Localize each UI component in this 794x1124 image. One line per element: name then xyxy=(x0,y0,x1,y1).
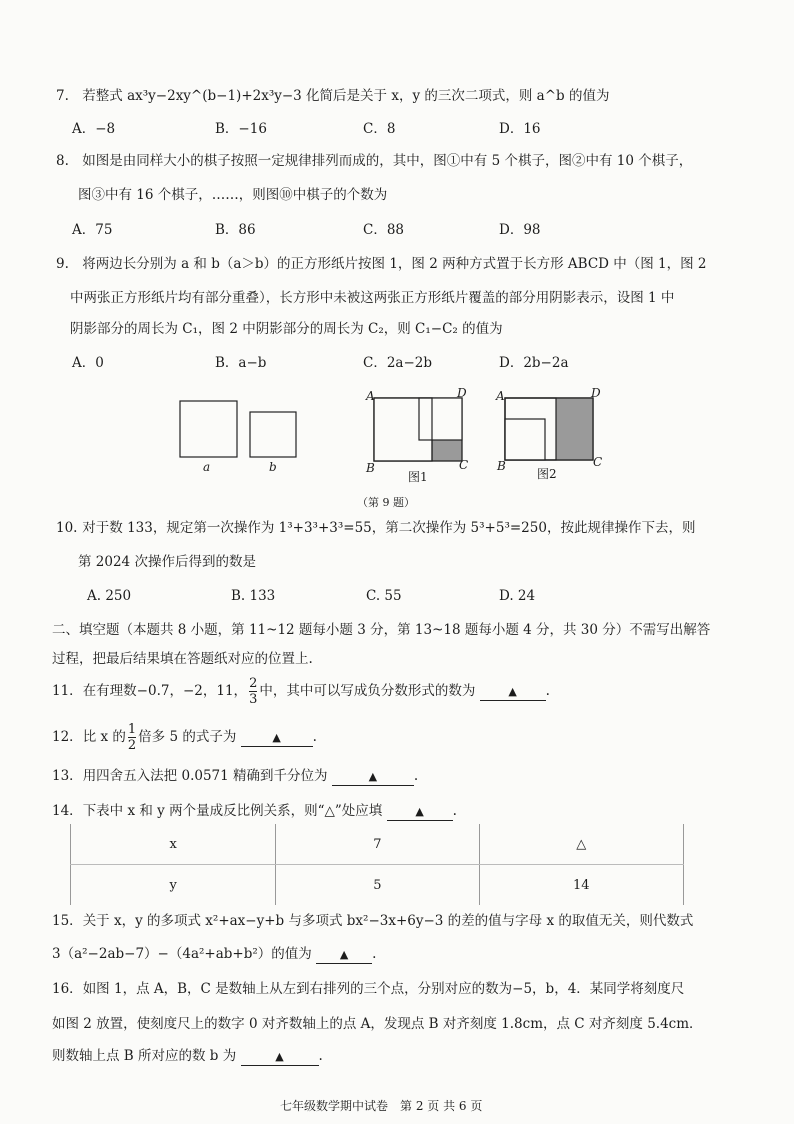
triangle-icon: ▲ xyxy=(415,805,424,818)
proportion-table xyxy=(70,824,684,905)
question-11: 11．在有理数−0.7，−2，11， $\frac{2}{3}$ 中，其中可以写成负分数形式的数为 ▲ . xyxy=(52,676,550,707)
square-b-placed xyxy=(505,419,545,460)
option-b: B．86 xyxy=(215,222,256,238)
question-text: 对于数 133，规定第一次操作为 1³+3³+3³=55，第二次操作为 5³+5³=250，按此规律操作下去，则 xyxy=(82,520,696,536)
table-row xyxy=(71,865,684,906)
answer-blank[interactable] xyxy=(316,946,372,964)
question-text-2: 倍多 5 的式子为 xyxy=(138,729,237,745)
question-10 xyxy=(56,519,695,537)
vertex-a-fig2: A xyxy=(496,389,505,403)
figure-1 xyxy=(374,398,462,461)
option-c: C．8 xyxy=(363,121,396,137)
question-14: 14．下表中 x 和 y 两个量成反比例关系，则“△”处应填 ▲ . xyxy=(52,803,457,819)
question-number: 14． xyxy=(52,803,83,819)
question-text-cont: 则数轴上点 B 所对应的数 b 为 xyxy=(52,1048,237,1064)
table-cell: △ xyxy=(479,824,683,865)
square-b-placed xyxy=(419,398,462,440)
answer-blank[interactable] xyxy=(480,683,546,701)
question-number: 11． xyxy=(52,683,83,699)
question-12: 12．比 x 的 $\frac{1}{2}$ 倍多 5 的式子为 ▲ . xyxy=(52,722,317,753)
question-text-cont: 3（a²−2ab−7）−（4a²+ab+b²）的值为 xyxy=(52,946,312,962)
question-number: 12． xyxy=(52,729,83,745)
question-number: 16． xyxy=(52,981,83,997)
vertex-b-fig2: B xyxy=(497,459,506,473)
answer-blank[interactable] xyxy=(241,729,313,747)
option-b: B．−16 xyxy=(215,121,267,137)
option-b: B. 133 xyxy=(231,588,276,604)
option-c: C. 55 xyxy=(366,588,402,604)
figure-caption: （第 9 题） xyxy=(357,496,415,509)
question-15-cont: 3（a²−2ab−7）−（4a²+ab+b²）的值为 ▲ . xyxy=(52,946,377,962)
vertex-b-fig1: B xyxy=(366,461,375,475)
section-2-heading-cont: 过程，把最后结果填在答题纸对应的位置上. xyxy=(52,651,313,667)
question-text-2: 中，其中可以写成负分数形式的数为 xyxy=(259,683,476,699)
option-a: A．−8 xyxy=(72,121,116,137)
label-a: a xyxy=(203,460,211,474)
question-number: 10. xyxy=(56,520,78,536)
option-d: D. 24 xyxy=(499,588,536,604)
question-text-cont: 阴影部分的周长为 C₁，图 2 中阴影部分的周长为 C₂，则 C₁−C₂ 的值为 xyxy=(70,321,503,337)
fraction-denominator: 3 xyxy=(249,692,258,707)
triangle-icon: ▲ xyxy=(272,731,281,744)
fraction xyxy=(249,676,257,707)
section-2-heading: 二、填空题（本题共 8 小题，第 11~12 题每小题 3 分，第 13~18 题每小题 4 分，共 30 分）不需写出解答 xyxy=(52,622,711,638)
vertex-d-fig2: D xyxy=(591,386,601,400)
question-text: 下表中 x 和 y 两个量成反比例关系，则“△”处应填 xyxy=(82,803,383,819)
question-16 xyxy=(52,980,684,998)
fraction-denominator: 2 xyxy=(127,738,137,753)
page-footer: 七年级数学期中试卷 第 2 页 共 6 页 xyxy=(280,1099,483,1113)
option-c: C．2a−2b xyxy=(363,355,433,371)
square-a xyxy=(180,401,237,457)
option-d: D．16 xyxy=(499,121,541,137)
question-text-cont: 第 2024 次操作后得到的数是 xyxy=(78,554,256,570)
fraction-numerator: 1 xyxy=(127,722,137,737)
question-text: 关于 x，y 的多项式 x²+ax−y+b 与多项式 bx²−3x+6y−3 的差的值与字母 x 的取值无关，则代数式 xyxy=(82,913,694,929)
vertex-a-fig1: A xyxy=(366,389,375,403)
question-number: 15． xyxy=(52,913,83,929)
question-text: 在有理数−0.7，−2，11， xyxy=(82,683,248,699)
triangle-icon: ▲ xyxy=(339,948,349,961)
question-text: 将两边长分别为 a 和 b（a＞b）的正方形纸片按图 1，图 2 两种方式置于长方形 ABCD 中（图 1，图 2 xyxy=(82,256,707,272)
table-cell: 5 xyxy=(276,865,479,906)
table-cell: x xyxy=(71,824,276,865)
question-number: 9. xyxy=(56,256,69,272)
option-a: A. 250 xyxy=(87,588,132,604)
question-15 xyxy=(52,912,693,930)
option-d: D．98 xyxy=(499,222,541,238)
option-d: D．2b−2a xyxy=(499,355,569,371)
table-cell: y xyxy=(71,865,276,906)
question-text-cont: 中两张正方形纸片均有部分重叠），长方形中未被这两张正方形纸片覆盖的部分用阴影表示，设图 1 中 xyxy=(70,290,675,306)
question-number: 8. xyxy=(56,153,69,169)
question-text-cont: 图③中有 16 个棋子，……，则图⑩中棋子的个数为 xyxy=(78,187,388,203)
table-cell: 14 xyxy=(479,865,683,906)
fig1-caption: 图1 xyxy=(408,470,428,484)
question-13: 13．用四舍五入法把 0.0571 精确到千分位为 ▲ . xyxy=(52,768,419,784)
table-row xyxy=(71,824,684,865)
label-b: b xyxy=(269,460,277,474)
triangle-icon: ▲ xyxy=(368,770,378,783)
answer-blank[interactable] xyxy=(241,1048,319,1066)
vertex-c-fig1: C xyxy=(459,458,469,472)
vertex-d-fig1: D xyxy=(457,386,467,400)
triangle-icon: ▲ xyxy=(508,685,517,698)
answer-blank[interactable] xyxy=(387,803,453,821)
question-text: 比 x 的 xyxy=(82,729,126,745)
square-b xyxy=(250,412,296,457)
question-text-cont: 如图 2 放置，使刻度尺上的数字 0 对齐数轴上的点 A，发现点 B 对齐刻度 1.8cm，点 C 对齐刻度 5.4cm． xyxy=(52,1016,703,1032)
question-9-figure xyxy=(0,0,794,520)
question-number: 13． xyxy=(52,768,83,784)
fraction-numerator: 2 xyxy=(249,676,258,691)
fig2-caption: 图2 xyxy=(537,467,557,481)
answer-blank[interactable] xyxy=(332,768,414,786)
vertex-c-fig2: C xyxy=(593,455,603,469)
shaded-region xyxy=(556,398,593,460)
question-text: 用四舍五入法把 0.0571 精确到千分位为 xyxy=(82,768,328,784)
question-number: 7. xyxy=(56,88,69,104)
table-cell: 7 xyxy=(276,824,479,865)
figure-2 xyxy=(505,398,593,460)
option-c: C．88 xyxy=(363,222,405,238)
question-text: 如图 1，点 A，B，C 是数轴上从左到右排列的三个点，分别对应的数为−5，b，4．某同学将刻度尺 xyxy=(82,981,685,997)
triangle-icon: ▲ xyxy=(275,1050,284,1063)
question-text: 若整式 ax³y−2xy^(b−1)+2x³y−3 化简后是关于 x，y 的三次二项式，则 a^b 的值为 xyxy=(82,88,610,104)
option-a: A．75 xyxy=(72,222,113,238)
fraction xyxy=(128,722,136,753)
question-text: 如图是由同样大小的棋子按照一定规律排列而成的，其中，图①中有 5 个棋子，图②中有 10 个棋子， xyxy=(82,153,693,169)
option-b: B．a−b xyxy=(215,355,267,371)
option-a: A．0 xyxy=(72,355,104,371)
question-16-cont: 则数轴上点 B 所对应的数 b 为 ▲ . xyxy=(52,1048,323,1064)
